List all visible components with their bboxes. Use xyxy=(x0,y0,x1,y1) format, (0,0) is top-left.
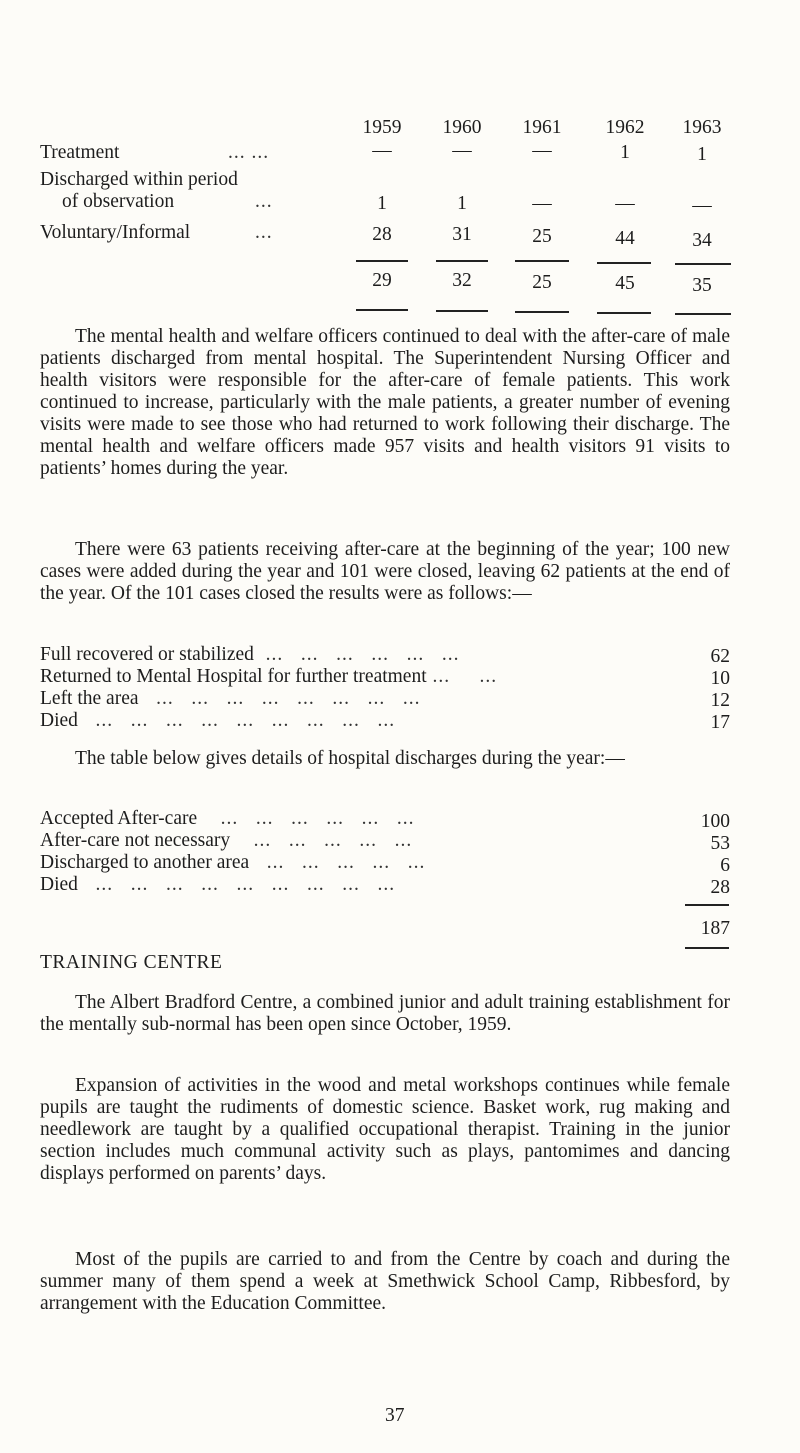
total-1959: 29 xyxy=(372,270,392,291)
table-cell: 1 xyxy=(457,193,467,214)
list-item-label: Full recovered or stabilized xyxy=(40,644,254,665)
table-cell: 44 xyxy=(615,228,635,249)
list-item-value: 100 xyxy=(700,811,730,832)
list-item-value: 17 xyxy=(710,712,730,733)
table-cell: 1 xyxy=(697,144,707,165)
leader-dots: ... ... ... ... ... xyxy=(230,830,413,851)
list-item-value: 28 xyxy=(710,877,730,898)
list-item-label: Discharged to another area xyxy=(40,852,250,873)
list-item-value: 10 xyxy=(710,668,730,689)
row-label-discharged-line2: of observation xyxy=(62,191,175,212)
row-label-discharged: Discharged within period xyxy=(40,169,238,190)
leader-dots: ... ... ... ... ... ... xyxy=(253,644,460,665)
list-item-label: Returned to Mental Hospital for further treatment xyxy=(40,666,427,687)
year-1963: 1963 xyxy=(682,117,722,138)
total-rule xyxy=(515,311,569,313)
total-1961: 25 xyxy=(532,272,552,293)
list-item-label: After-care not necessary xyxy=(40,830,231,851)
table-cell: — xyxy=(532,140,552,161)
paragraph-centre-intro: The Albert Bradford Centre, a combined junior and adult training establishment for the mentally sub-normal has been open since October, 1959. xyxy=(40,992,730,1035)
leader-dots: ... ... ... ... ... ... xyxy=(197,808,415,829)
table-cell: 1 xyxy=(377,193,387,214)
total-rule xyxy=(685,947,729,949)
total-rule xyxy=(356,309,408,311)
total-1963: 35 xyxy=(692,275,712,296)
list-item-label: Died xyxy=(40,710,78,731)
table-cell: — xyxy=(452,140,472,161)
table-cell: — xyxy=(615,193,635,214)
list-item-value: 53 xyxy=(710,833,730,854)
leader-dots: ... ... ... ... ... ... ... ... ... xyxy=(77,710,396,731)
list-total: 187 xyxy=(700,918,730,939)
leader-dots: ... ... ... ... ... ... ... ... ... xyxy=(77,874,396,895)
page-number: 37 xyxy=(385,1405,405,1426)
list-item-label: Left the area xyxy=(40,688,139,709)
table-cell: 28 xyxy=(372,224,392,245)
list-item xyxy=(40,644,460,666)
paragraph-cases: There were 63 patients receiving after-care at the beginning of the year; 100 new cases were added during the year and 101 were closed, leaving 62 patients at the end of the year. Of the 101 cases closed the results were as follows:— xyxy=(40,539,730,604)
leader-dots: ... ... ... ... ... ... ... ... xyxy=(138,688,421,709)
leader-dots: ... ... xyxy=(228,142,270,163)
table-cell: 25 xyxy=(532,226,552,247)
list-item xyxy=(40,874,395,896)
total-1962: 45 xyxy=(615,273,635,294)
table-cell: 1 xyxy=(620,142,630,163)
list-item-value: 6 xyxy=(720,855,730,876)
list-item-label: Died xyxy=(40,874,78,895)
table-cell: — xyxy=(532,193,552,214)
table-cell: — xyxy=(372,140,392,161)
year-1961: 1961 xyxy=(522,117,562,138)
list-item xyxy=(40,710,395,732)
leader-dots: ... xyxy=(255,191,273,212)
table-cell: 31 xyxy=(452,224,472,245)
total-rule xyxy=(597,262,651,264)
row-label-treatment: Treatment xyxy=(40,142,120,163)
total-rule xyxy=(515,260,569,262)
total-rule xyxy=(597,312,651,314)
leader-dots: ... ... ... ... ... xyxy=(249,852,426,873)
list-item xyxy=(40,688,421,710)
total-rule xyxy=(356,260,408,262)
total-rule xyxy=(675,263,731,265)
table-cell: 34 xyxy=(692,230,712,251)
paragraph-discharges-intro: The table below gives details of hospital discharges during the year:— xyxy=(75,748,625,769)
section-heading: TRAINING CENTRE xyxy=(40,952,223,973)
list-item xyxy=(40,808,415,830)
list-item xyxy=(40,852,425,874)
list-item-value: 62 xyxy=(710,646,730,667)
total-rule xyxy=(436,310,488,312)
year-1962: 1962 xyxy=(605,117,645,138)
total-rule xyxy=(436,260,488,262)
total-rule xyxy=(685,904,729,906)
leader-dots: ... ... xyxy=(426,666,498,687)
list-item xyxy=(40,666,497,688)
row-label-voluntary: Voluntary/Informal xyxy=(40,222,191,243)
list-item xyxy=(40,830,412,852)
leader-dots: ... xyxy=(255,222,273,243)
paragraph-transport: Most of the pupils are carried to and from the Centre by coach and during the summer many of them spend a week at Smethwick School Camp, Ribbesford, by arrangement with the Education Committee. xyxy=(40,1249,730,1314)
year-1959: 1959 xyxy=(362,117,402,138)
total-1960: 32 xyxy=(452,270,472,291)
table-cell: — xyxy=(692,195,712,216)
paragraph-aftercare: The mental health and welfare officers continued to deal with the after-care of male patients discharged from mental hospital. The Superintendent Nursing Officer and health visitors were responsible for the after-care of female patients. This work continued to increase, particularly with the male patients, a greater number of evening visits were made to see those who had returned to work following their discharge. The mental health and welfare officers made 957 visits and health visitors 91 visits to patients’ homes during the year. xyxy=(40,326,730,479)
year-1960: 1960 xyxy=(442,117,482,138)
list-item-value: 12 xyxy=(710,690,730,711)
paragraph-activities: Expansion of activities in the wood and metal workshops continues while female pupils are taught the rudiments of domestic science. Basket work, rug making and needlework are taught by a qualified occupational therapist. Training in the junior section includes much communal activity such as plays, pantomimes and dancing displays performed on parents’ days. xyxy=(40,1075,730,1184)
total-rule xyxy=(675,313,731,315)
list-item-label: Accepted After-care xyxy=(40,808,198,829)
